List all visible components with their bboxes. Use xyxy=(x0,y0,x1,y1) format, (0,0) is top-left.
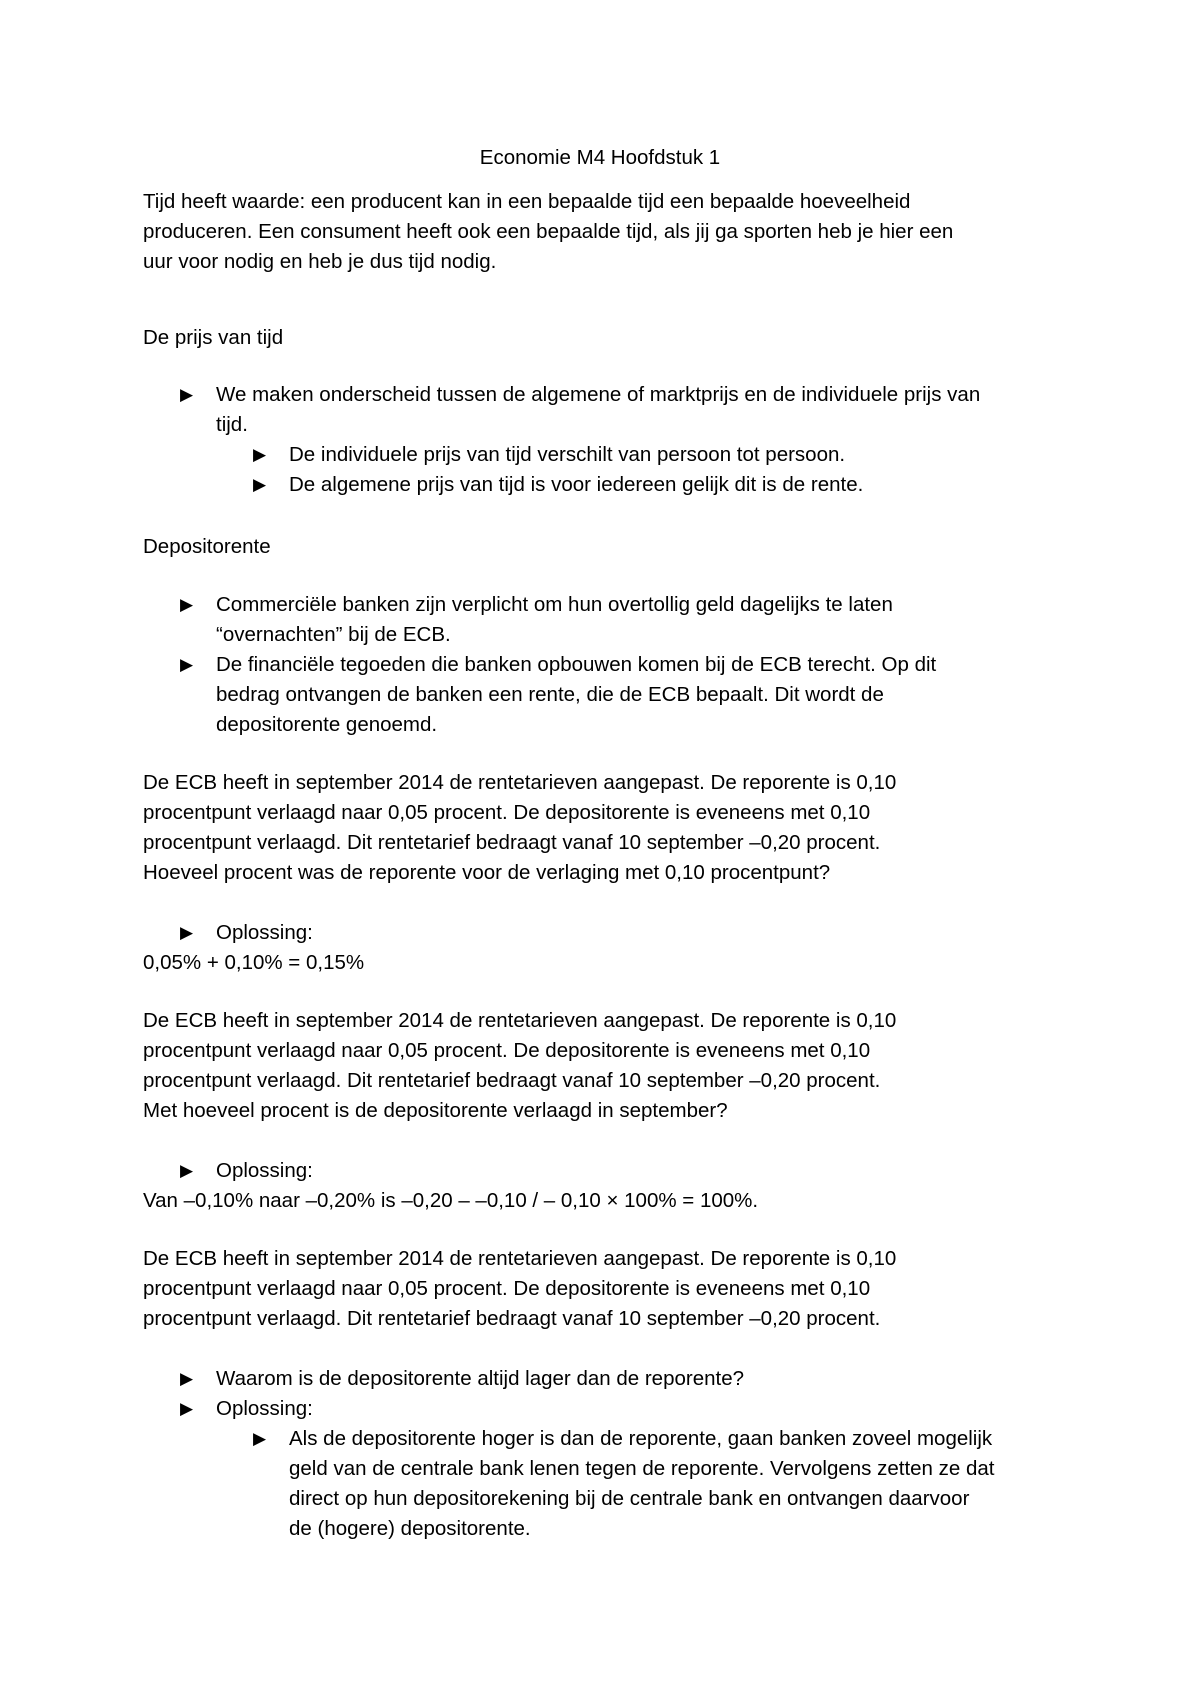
question-line: procentpunt verlaagd. Dit rentetarief bedraagt vanaf 10 september –0,20 procent. xyxy=(143,831,881,854)
bullet-arrow-icon: ▶ xyxy=(180,655,194,674)
bullet-text: Commerciële banken zijn verplicht om hun overtollig geld dagelijks te laten xyxy=(216,593,893,616)
question-line: procentpunt verlaagd naar 0,05 procent. De depositorente is eveneens met 0,10 xyxy=(143,1039,871,1062)
intro-line: Tijd heeft waarde: een producent kan in een bepaalde tijd een bepaalde hoeveelheid xyxy=(143,190,911,213)
sub-bullet-text: Als de depositorente hoger is dan de reporente, gaan banken zoveel mogelijk xyxy=(289,1427,993,1450)
bullet-text: bedrag ontvangen de banken een rente, die de ECB bepaalt. Dit wordt de xyxy=(216,683,884,706)
sub-bullet-text: De individuele prijs van tijd verschilt van persoon tot persoon. xyxy=(289,443,846,466)
question-line: De ECB heeft in september 2014 de rentetarieven aangepast. De reporente is 0,10 xyxy=(143,771,897,794)
bullet-arrow-icon: ▶ xyxy=(180,923,194,942)
sub-bullet-text: direct op hun depositorekening bij de centrale bank en ontvangen daarvoor xyxy=(289,1487,970,1510)
bullet-text: tijd. xyxy=(216,413,248,436)
bullet-arrow-icon: ▶ xyxy=(253,475,267,494)
sub-bullet-text: De algemene prijs van tijd is voor iedereen gelijk dit is de rente. xyxy=(289,473,864,496)
intro-paragraph xyxy=(143,187,1063,277)
section-heading-prijs-van-tijd: De prijs van tijd xyxy=(143,326,284,349)
answer-line: 0,05% + 0,10% = 0,15% xyxy=(143,951,365,974)
question2-paragraph xyxy=(143,1006,1063,1126)
solution-answer xyxy=(143,1186,1063,1216)
bullet-text: Waarom is de depositorente altijd lager dan de reporente? xyxy=(216,1367,745,1390)
bullet-arrow-icon: ▶ xyxy=(180,595,194,614)
question-line: procentpunt verlaagd naar 0,05 procent. De depositorente is eveneens met 0,10 xyxy=(143,801,871,824)
question-line: procentpunt verlaagd. Dit rentetarief bedraagt vanaf 10 september –0,20 procent. xyxy=(143,1307,881,1330)
bullet-text: De financiële tegoeden die banken opbouwen komen bij de ECB terecht. Op dit xyxy=(216,653,937,676)
section-heading-depositorente: Depositorente xyxy=(143,535,271,558)
question1-paragraph xyxy=(143,768,1063,888)
question3-paragraph xyxy=(143,1244,1063,1334)
question-line: procentpunt verlaagd. Dit rentetarief bedraagt vanaf 10 september –0,20 procent. xyxy=(143,1069,881,1092)
question-line: Hoeveel procent was de reporente voor de verlaging met 0,10 procentpunt? xyxy=(143,861,831,884)
solution-label: Oplossing: xyxy=(216,1159,313,1182)
document-title: Economie M4 Hoofdstuk 1 xyxy=(479,146,721,169)
bullet-arrow-icon: ▶ xyxy=(180,1399,194,1418)
intro-line: produceren. Een consument heeft ook een bepaalde tijd, als jij ga sporten heb je hier een xyxy=(143,220,954,243)
solution-label: Oplossing: xyxy=(216,921,313,944)
solution-answer xyxy=(143,948,1063,978)
bullet-arrow-icon: ▶ xyxy=(253,445,267,464)
bullet-text: “overnachten” bij de ECB. xyxy=(216,623,451,646)
question-line: De ECB heeft in september 2014 de rentetarieven aangepast. De reporente is 0,10 xyxy=(143,1009,897,1032)
bullet-arrow-icon: ▶ xyxy=(253,1429,267,1448)
bullet-arrow-icon: ▶ xyxy=(180,1369,194,1388)
solution-label: Oplossing: xyxy=(216,1397,313,1420)
bullet-arrow-icon: ▶ xyxy=(180,385,194,404)
intro-line: uur voor nodig en heb je dus tijd nodig. xyxy=(143,250,497,273)
question-line: De ECB heeft in september 2014 de rentetarieven aangepast. De reporente is 0,10 xyxy=(143,1247,897,1270)
question-line: procentpunt verlaagd naar 0,05 procent. De depositorente is eveneens met 0,10 xyxy=(143,1277,871,1300)
sub-bullet-text: geld van de centrale bank lenen tegen de reporente. Vervolgens zetten ze dat xyxy=(289,1457,995,1480)
question-line: Met hoeveel procent is de depositorente verlaagd in september? xyxy=(143,1099,728,1122)
bullet-text: depositorente genoemd. xyxy=(216,713,438,736)
answer-line: Van –0,10% naar –0,20% is –0,20 – –0,10 / – 0,10 × 100% = 100%. xyxy=(143,1189,759,1212)
sub-bullet-text: de (hogere) depositorente. xyxy=(289,1517,531,1540)
bullet-arrow-icon: ▶ xyxy=(180,1161,194,1180)
bullet-text: We maken onderscheid tussen de algemene of marktprijs en de individuele prijs van xyxy=(216,383,981,406)
